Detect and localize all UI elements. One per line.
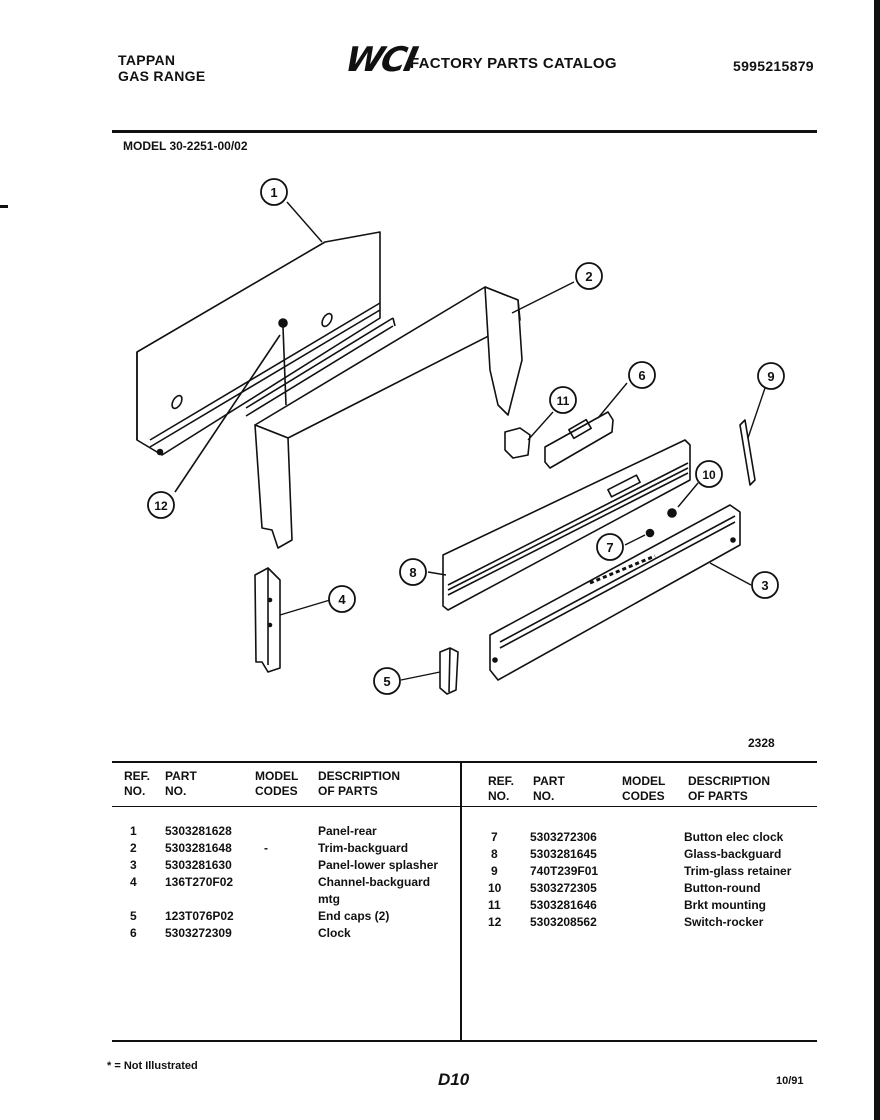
part-6-clock: [545, 412, 613, 468]
table-top-rule: [112, 761, 817, 763]
table-row: 1 5303281628 Panel-rear: [130, 824, 377, 838]
table-row: 8 5303281645 Glass-backguard: [491, 847, 782, 861]
part-9-retainer: [740, 420, 755, 485]
callout-2: 2: [585, 269, 593, 284]
wci-logo: WCI: [341, 40, 420, 80]
print-date: 10/91: [776, 1075, 804, 1087]
header-model: MODEL CODES: [255, 769, 299, 798]
header-desc: DESCRIPTION OF PARTS: [318, 769, 401, 798]
table-row: 6 5303272309 Clock: [130, 926, 351, 940]
callout-4: 4: [338, 592, 346, 607]
header-model-right: MODEL CODES: [622, 774, 666, 803]
table-row: 3 5303281630 Panel-lower splasher: [130, 858, 439, 872]
table-row: 5 123T076P02 End caps (2): [130, 909, 390, 923]
table-row: 9 740T239F01 Trim-glass retainer: [491, 864, 792, 878]
table-row: 4 136T270F02 Channel-backguard: [130, 875, 431, 889]
header-rule: [112, 130, 817, 133]
table-divider: [460, 761, 462, 1041]
part-5-end-cap: [440, 648, 458, 694]
table-row: 7 5303272306 Button elec clock: [491, 830, 784, 844]
table-row: 12 5303208562 Switch-rocker: [488, 915, 764, 929]
header-part-right: PART NO.: [533, 774, 565, 803]
header-desc-right: DESCRIPTION OF PARTS: [688, 774, 771, 803]
part-11-bracket: [505, 428, 530, 458]
callout-10: 10: [702, 468, 716, 482]
callout-6: 6: [638, 368, 646, 383]
left-parts-list: [124, 823, 454, 942]
table-row: 10 5303272305 Button-round: [488, 881, 761, 895]
callout-8: 8: [409, 565, 417, 580]
table-bottom-rule: [112, 1040, 817, 1042]
header-ref: REF. NO.: [124, 769, 151, 798]
catalog-number: 5995215879: [733, 58, 814, 74]
right-parts-list: [488, 829, 813, 931]
part-7-button: [647, 530, 654, 537]
table-row: mtg: [318, 892, 340, 906]
callout-9: 9: [767, 369, 775, 384]
header-ref-right: REF. NO.: [488, 774, 515, 803]
figure-code: 2328: [748, 736, 775, 750]
table-row: 2 5303281648 - Trim-backguard: [130, 841, 409, 855]
header-part: PART NO.: [165, 769, 197, 798]
parts-diagram: [0, 160, 880, 750]
table-row: 11 5303281646 Brkt mounting: [488, 898, 766, 912]
callout-7: 7: [606, 540, 614, 555]
callout-5: 5: [383, 674, 391, 689]
brand-name: TAPPAN: [118, 52, 176, 68]
part-4-channel: [255, 568, 280, 672]
product-name: GAS RANGE: [118, 68, 206, 84]
part-1-panel-rear: [137, 232, 380, 455]
part-10-button-round: [668, 509, 676, 517]
callout-3: 3: [761, 578, 769, 593]
table-head-rule: [112, 806, 817, 807]
callout-11: 11: [556, 394, 570, 408]
callout-1: 1: [270, 185, 278, 200]
catalog-title: FACTORY PARTS CATALOG: [410, 55, 617, 72]
model-label: MODEL 30-2251-00/02: [123, 139, 248, 153]
not-illustrated-note: * = Not Illustrated: [107, 1060, 198, 1072]
callout-12: 12: [154, 499, 168, 513]
page-code: D10: [438, 1070, 470, 1089]
